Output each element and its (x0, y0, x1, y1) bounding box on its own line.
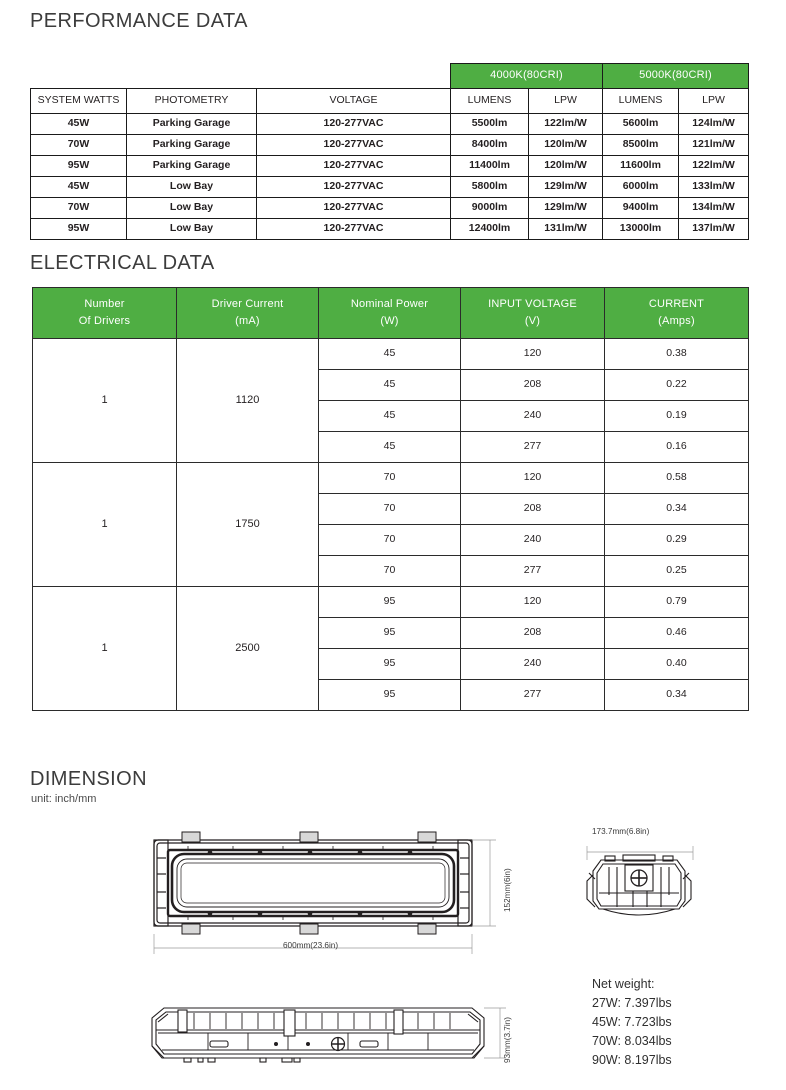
table-row (31, 135, 749, 156)
cell-input-voltage: 240 (461, 649, 605, 680)
performance-data-table (30, 63, 749, 240)
cell-system-watts: 70W (31, 198, 127, 219)
net-weight-item: 45W: 7.723lbs (592, 1015, 672, 1029)
header-line-1: CURRENT (648, 297, 705, 310)
header-line-2: (mA) (235, 315, 260, 327)
cell-voltage: 120-277VAC (257, 114, 451, 135)
cell-nominal-power: 95 (319, 680, 461, 711)
cell-nominal-power: 45 (319, 370, 461, 401)
cell-lumens-4000k: 5800lm (451, 177, 529, 198)
depth-dimension-label: 93mm(3.7in) (503, 1017, 512, 1063)
cct-group-header-4000k: 4000K(80CRI) (451, 64, 603, 89)
cell-system-watts: 70W (31, 135, 127, 156)
column-header-system-watts: SYSTEM WATTS (31, 89, 127, 114)
spacer-cell (257, 64, 451, 89)
cell-voltage: 120-277VAC (257, 198, 451, 219)
column-header-lumens-5000k: LUMENS (603, 89, 679, 114)
cell-current: 0.40 (605, 649, 749, 680)
cell-lpw-5000k: 133lm/W (679, 177, 749, 198)
cell-lumens-4000k: 11400lm (451, 156, 529, 177)
cell-voltage: 120-277VAC (257, 177, 451, 198)
cell-nominal-power: 45 (319, 432, 461, 463)
header-line-1: Driver Current (211, 297, 284, 310)
cell-current: 0.38 (605, 339, 749, 370)
table-row (31, 177, 749, 198)
cell-number-of-drivers: 1 (33, 339, 177, 463)
cell-number-of-drivers: 1 (33, 463, 177, 587)
table-row (31, 156, 749, 177)
cell-input-voltage: 240 (461, 525, 605, 556)
side-view-dimension-line (480, 1000, 520, 1080)
cell-current: 0.79 (605, 587, 749, 618)
table-row (31, 198, 749, 219)
endcap-dimension-line (583, 838, 703, 862)
height-dimension-label: 152mm(6in) (503, 868, 512, 912)
table-row (33, 339, 749, 370)
cell-current: 0.25 (605, 556, 749, 587)
cell-voltage: 120-277VAC (257, 135, 451, 156)
header-line-2: (V) (524, 315, 541, 327)
cell-voltage: 120-277VAC (257, 219, 451, 240)
cell-system-watts: 45W (31, 177, 127, 198)
cell-nominal-power: 45 (319, 339, 461, 370)
cell-lumens-5000k: 13000lm (603, 219, 679, 240)
cell-lpw-5000k: 122lm/W (679, 156, 749, 177)
column-header-number-of-drivers (33, 288, 177, 339)
length-dimension-label: 600mm(23.6in) (283, 941, 339, 950)
cell-lpw-4000k: 122lm/W (529, 114, 603, 135)
cell-lumens-5000k: 8500lm (603, 135, 679, 156)
cell-nominal-power: 70 (319, 525, 461, 556)
column-header-input-voltage (461, 288, 605, 339)
cell-current: 0.19 (605, 401, 749, 432)
cell-photometry: Parking Garage (127, 135, 257, 156)
cell-input-voltage: 208 (461, 494, 605, 525)
net-weight-heading: Net weight: (592, 977, 655, 991)
performance-data-title: PERFORMANCE DATA (30, 10, 248, 32)
cell-current: 0.34 (605, 680, 749, 711)
cell-lpw-5000k: 124lm/W (679, 114, 749, 135)
cell-input-voltage: 120 (461, 339, 605, 370)
net-weight-item: 27W: 7.397lbs (592, 996, 672, 1010)
performance-group-header-row (31, 64, 749, 89)
cell-number-of-drivers: 1 (33, 587, 177, 711)
electrical-data-title: ELECTRICAL DATA (30, 252, 215, 274)
table-row (31, 114, 749, 135)
column-header-voltage: VOLTAGE (257, 89, 451, 114)
column-header-current-amps (605, 288, 749, 339)
net-weight-item: 70W: 8.034lbs (592, 1034, 672, 1048)
fixture-endcap-view-drawing (583, 851, 695, 926)
column-header-driver-current (177, 288, 319, 339)
screw-icon (332, 1038, 345, 1051)
performance-column-header-row (31, 89, 749, 114)
cell-nominal-power: 95 (319, 587, 461, 618)
column-header-photometry: PHOTOMETRY (127, 89, 257, 114)
cell-photometry: Low Bay (127, 198, 257, 219)
net-weight-block (592, 975, 672, 1070)
cell-nominal-power: 95 (319, 649, 461, 680)
net-weight-item: 90W: 8.197lbs (592, 1053, 672, 1067)
cell-lpw-4000k: 120lm/W (529, 156, 603, 177)
cell-lpw-4000k: 129lm/W (529, 177, 603, 198)
cell-lpw-5000k: 137lm/W (679, 219, 749, 240)
cell-lpw-4000k: 129lm/W (529, 198, 603, 219)
cell-input-voltage: 277 (461, 680, 605, 711)
table-row (31, 219, 749, 240)
electrical-data-table (32, 287, 749, 711)
header-line-1: Nominal Power (350, 297, 429, 310)
cell-nominal-power: 95 (319, 618, 461, 649)
fixture-side-view-drawing (148, 1000, 488, 1080)
cell-lumens-4000k: 8400lm (451, 135, 529, 156)
table-row (33, 587, 749, 618)
dimension-unit-label: unit: inch/mm (31, 793, 97, 805)
cell-current: 0.46 (605, 618, 749, 649)
cell-current: 0.16 (605, 432, 749, 463)
cell-photometry: Low Bay (127, 177, 257, 198)
screw-icon (631, 870, 647, 886)
cell-voltage: 120-277VAC (257, 156, 451, 177)
spacer-cell (127, 64, 257, 89)
table-row (33, 463, 749, 494)
cell-input-voltage: 240 (461, 401, 605, 432)
cell-nominal-power: 70 (319, 494, 461, 525)
cell-driver-current: 2500 (177, 587, 319, 711)
cell-input-voltage: 208 (461, 370, 605, 401)
cell-driver-current: 1750 (177, 463, 319, 587)
cell-lumens-5000k: 6000lm (603, 177, 679, 198)
cell-nominal-power: 70 (319, 463, 461, 494)
cell-lumens-5000k: 5600lm (603, 114, 679, 135)
cell-nominal-power: 45 (319, 401, 461, 432)
header-line-2: (Amps) (658, 315, 695, 327)
cell-lumens-4000k: 12400lm (451, 219, 529, 240)
cell-system-watts: 45W (31, 114, 127, 135)
cell-system-watts: 95W (31, 156, 127, 177)
cell-photometry: Low Bay (127, 219, 257, 240)
cell-input-voltage: 208 (461, 618, 605, 649)
cell-current: 0.29 (605, 525, 749, 556)
cell-lpw-4000k: 131lm/W (529, 219, 603, 240)
header-line-1: Number (84, 297, 125, 310)
cell-lumens-4000k: 9000lm (451, 198, 529, 219)
cell-photometry: Parking Garage (127, 114, 257, 135)
cell-photometry: Parking Garage (127, 156, 257, 177)
cell-input-voltage: 120 (461, 463, 605, 494)
column-header-lpw-4000k: LPW (529, 89, 603, 114)
electrical-header-row (33, 288, 749, 339)
column-header-nominal-power (319, 288, 461, 339)
column-header-lpw-5000k: LPW (679, 89, 749, 114)
cell-current: 0.58 (605, 463, 749, 494)
cell-driver-current: 1120 (177, 339, 319, 463)
cct-group-header-5000k: 5000K(80CRI) (603, 64, 749, 89)
cell-lumens-4000k: 5500lm (451, 114, 529, 135)
cell-input-voltage: 277 (461, 432, 605, 463)
cell-lumens-5000k: 9400lm (603, 198, 679, 219)
cell-input-voltage: 277 (461, 556, 605, 587)
cell-lpw-5000k: 134lm/W (679, 198, 749, 219)
endcap-width-dimension-label: 173.7mm(6.8in) (592, 827, 650, 836)
cell-current: 0.34 (605, 494, 749, 525)
cell-lpw-5000k: 121lm/W (679, 135, 749, 156)
column-header-lumens-4000k: LUMENS (451, 89, 529, 114)
cell-input-voltage: 120 (461, 587, 605, 618)
cell-lpw-4000k: 120lm/W (529, 135, 603, 156)
cell-lumens-5000k: 11600lm (603, 156, 679, 177)
header-line-2: Of Drivers (78, 315, 131, 327)
cell-current: 0.22 (605, 370, 749, 401)
header-line-1: INPUT VOLTAGE (488, 297, 577, 310)
cell-system-watts: 95W (31, 219, 127, 240)
spacer-cell (31, 64, 127, 89)
cell-nominal-power: 70 (319, 556, 461, 587)
header-line-2: (W) (380, 315, 399, 327)
dimension-title: DIMENSION (30, 768, 147, 790)
